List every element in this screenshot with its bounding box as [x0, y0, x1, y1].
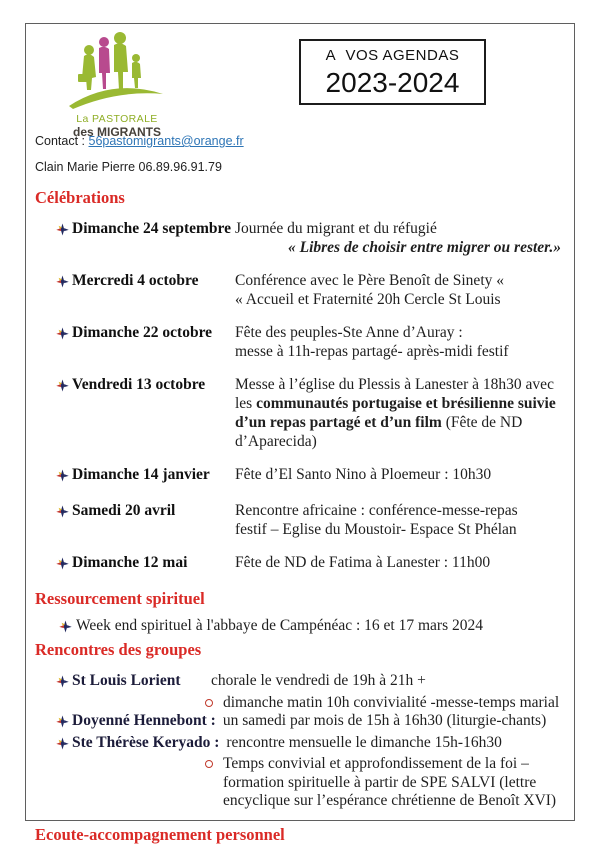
logo-text-line1: La PASTORALE: [76, 113, 158, 125]
pastorale-migrants-logo: [62, 32, 172, 139]
star-bullet-icon: [56, 468, 69, 487]
star-bullet-icon: [56, 274, 69, 309]
event-row: [56, 465, 560, 487]
group-sub-item: dimanche matin 10h convivialité -messe-temps marial: [205, 694, 560, 713]
star-bullet-icon: [56, 378, 69, 451]
event-date: Vendredi 13 octobre: [72, 376, 206, 393]
event-bold-text: communautés portugaise et brésilienne suivie d’un repas partagé et d’un film: [235, 395, 556, 431]
event-description: Rencontre africaine : conférence-messe-repas festif – Eglise du Moustoir- Espace St Phélan: [235, 502, 518, 538]
contact-email-link[interactable]: 56pastomigrants@orange.fr: [88, 134, 244, 148]
section-heading-ressourcement: Ressourcement spirituel: [35, 589, 205, 608]
group-row: [56, 672, 560, 694]
event-row: [56, 553, 560, 575]
star-bullet-icon: [56, 326, 69, 361]
agenda-title-box: [299, 39, 486, 105]
event-date: Dimanche 24 septembre: [72, 220, 231, 237]
group-description: rencontre mensuelle le dimanche 15h-16h30: [226, 733, 502, 751]
star-bullet-icon: [56, 715, 69, 734]
group-row: [56, 712, 560, 734]
events-list: [35, 219, 560, 575]
group-row: [56, 734, 560, 756]
event-row: [56, 375, 560, 451]
event-description: Fête d’El Santo Nino à Ploemeur : 10h30: [235, 466, 492, 483]
section-heading-groupes: Rencontres des groupes: [35, 640, 202, 659]
event-row: [56, 323, 560, 361]
event-quote: « Libres de choisir entre migrer ou rester.»: [288, 239, 561, 256]
section-heading-celebrations: Célébrations: [35, 188, 125, 207]
star-bullet-icon: [56, 504, 69, 539]
event-row: [56, 219, 560, 257]
group-sub-item: Temps convivial et approfondissement de la foi – formation spirituelle à partir de SPE SALVI (lettre encyclique sur l’espérance chrétienne de Benoît XVI): [205, 755, 560, 811]
group-name: St Louis Lorient: [72, 672, 181, 689]
group-description: un samedi par mois de 15h à 16h30 (liturgie-chants): [222, 712, 547, 729]
group-name: Doyenné Hennebont :: [72, 712, 216, 729]
ressourcement-item: Week end spirituel à l'abbaye de Campénéac : 16 et 17 mars 2024: [59, 616, 560, 638]
circle-bullet-icon: [205, 699, 213, 707]
logo-text-line2: des MIGRANTS: [72, 125, 161, 139]
event-description: Conférence avec le Père Benoît de Sinety « « Accueil et Fraternité 20h Cercle St Louis: [235, 272, 504, 308]
event-date: Mercredi 4 octobre: [72, 272, 199, 289]
migrant-family-icon: [67, 32, 167, 110]
page-border: [25, 23, 575, 844]
event-date: Dimanche 14 janvier: [72, 466, 210, 483]
event-date: Samedi 20 avril: [72, 502, 176, 519]
star-bullet-icon: [59, 619, 72, 638]
circle-bullet-icon: [205, 760, 213, 768]
agenda-title: A VOS AGENDAS: [325, 47, 460, 64]
agenda-years: 2023-2024: [325, 67, 460, 98]
star-bullet-icon: [56, 675, 69, 694]
event-date: Dimanche 12 mai: [72, 554, 188, 571]
event-description: Fête de ND de Fatima à Lanester : 11h00: [235, 554, 491, 571]
event-description: Messe à l’église du Plessis à Lanester à 18h30 avec les communautés portugaise et brésilienne suivie d’un repas partagé et d’un film (Fête de ND d’Aparecida): [235, 376, 556, 450]
groups-list: [35, 672, 560, 811]
star-bullet-icon: [56, 556, 69, 575]
contact-label: Contact :: [35, 134, 89, 148]
group-description: chorale le vendredi de 19h à 21h +: [211, 672, 426, 689]
group-name: Ste Thérèse Keryado :: [72, 733, 220, 751]
star-bullet-icon: [56, 737, 69, 756]
event-description: Journée du migrant et du réfugié « Libres de choisir entre migrer ou rester.»: [235, 220, 561, 256]
section-heading-ecoute: Ecoute-accompagnement personnel: [35, 824, 285, 844]
event-row: [56, 501, 560, 539]
star-bullet-icon: [56, 222, 69, 257]
contact-person: Clain Marie Pierre 06.89.96.91.79: [35, 160, 222, 174]
event-date: Dimanche 22 octobre: [72, 324, 213, 341]
event-description: Fête des peuples-Ste Anne d’Auray : messe à 11h-repas partagé- après-midi festif: [235, 324, 509, 360]
event-row: [56, 271, 560, 309]
